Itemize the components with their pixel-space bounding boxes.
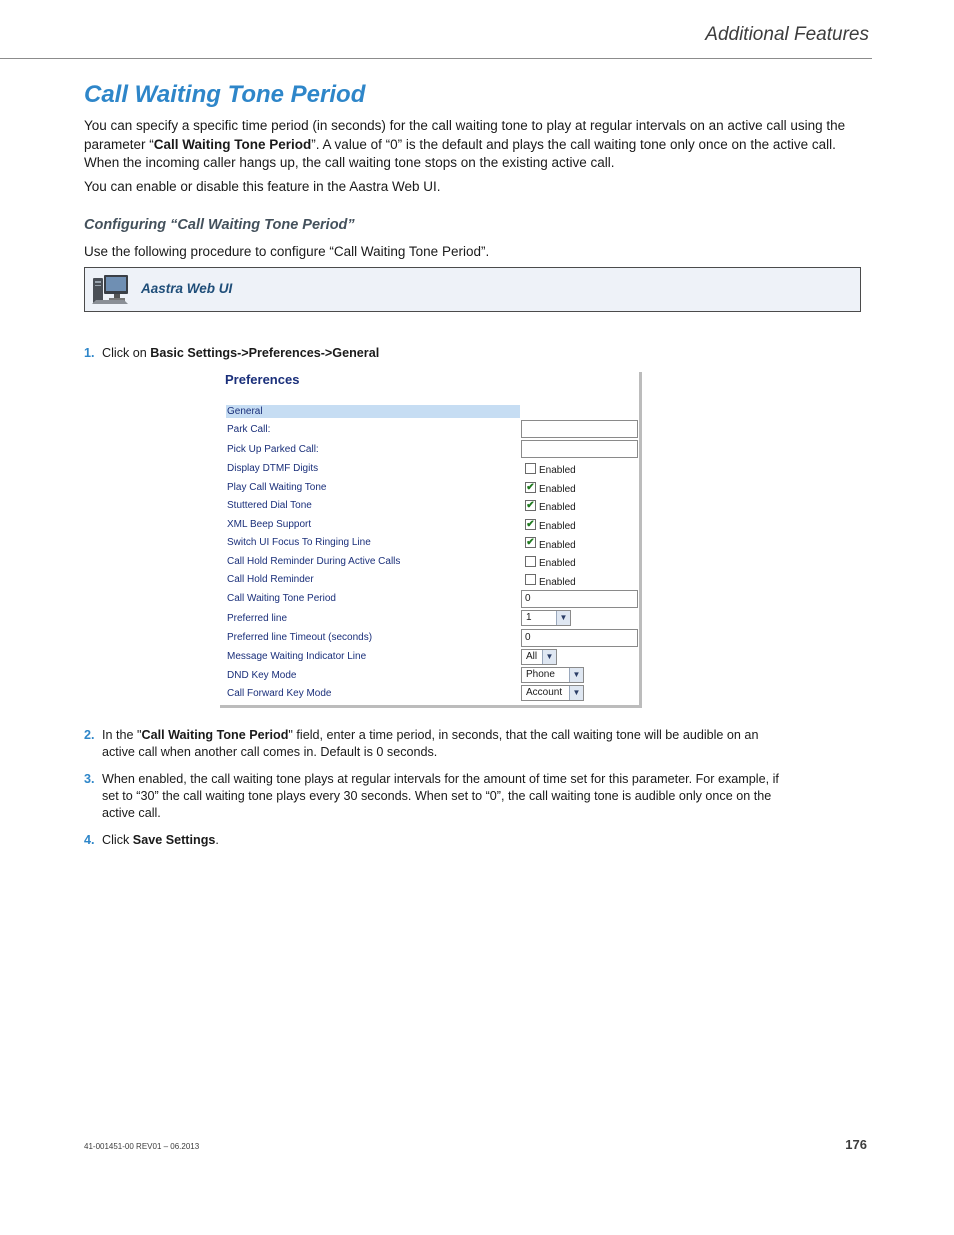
cwt-period-input[interactable]: 0 — [521, 590, 638, 608]
dnd-key-mode-select[interactable] — [521, 667, 584, 683]
xml-beep-checkbox[interactable]: ✔ — [526, 519, 535, 530]
hold-reminder-enabled-text: Enabled — [539, 577, 576, 588]
hold-reminder-checkbox[interactable] — [525, 574, 536, 585]
park-call-input[interactable] — [521, 420, 638, 438]
intro-parameter-name: Call Waiting Tone Period — [153, 136, 312, 152]
chevron-down-icon: ▼ — [569, 668, 583, 682]
pickup-parked-call-input[interactable] — [521, 440, 638, 458]
step-text — [102, 727, 782, 761]
general-section-header: General — [226, 405, 520, 418]
pref-line-timeout-label: Preferred line Timeout (seconds) — [227, 632, 373, 643]
mwi-line-select[interactable] — [521, 649, 557, 665]
hold-reminder-active-checkbox[interactable] — [525, 556, 536, 567]
chevron-down-icon: ▼ — [542, 650, 556, 664]
stuttered-dial-tone-checkbox[interactable]: ✔ — [526, 500, 535, 511]
callout-label: Aastra Web UI — [141, 281, 233, 296]
cfwd-key-mode-label: Call Forward Key Mode — [227, 688, 332, 699]
xml-beep-label: XML Beep Support — [227, 519, 312, 530]
hold-reminder-active-enabled-text: Enabled — [539, 558, 576, 569]
mwi-line-value: All — [526, 651, 538, 662]
save-settings-label: Save Settings — [132, 833, 216, 847]
step-number: 1. — [84, 346, 95, 360]
procedure-intro: Use the following procedure to configure “Call Waiting Tone Period”. — [84, 244, 490, 259]
step-number: 4. — [84, 833, 95, 847]
screenshot-shadow-bottom — [220, 705, 642, 708]
document-id: 41-001451-00 REV01 – 06.2013 — [84, 1142, 200, 1151]
hold-reminder-active-label: Call Hold Reminder During Active Calls — [227, 556, 401, 567]
hold-reminder-label: Call Hold Reminder — [227, 574, 314, 585]
cfwd-key-mode-select[interactable] — [521, 685, 584, 701]
step-1-text: Click on — [102, 346, 151, 360]
dnd-key-mode-value: Phone — [526, 669, 555, 680]
step-number: 2. — [84, 728, 95, 742]
switch-ui-focus-label: Switch UI Focus To Ringing Line — [227, 537, 371, 548]
field-name: Call Waiting Tone Period — [141, 728, 289, 742]
intro-paragraph — [84, 117, 874, 173]
section-subheading: Configuring “Call Waiting Tone Period” — [84, 217, 355, 233]
web-ui-callout — [84, 267, 861, 312]
page-number: 176 — [845, 1137, 867, 1152]
pickup-parked-call-label: Pick Up Parked Call: — [227, 444, 319, 455]
preferred-line-label: Preferred line — [227, 613, 288, 624]
preferred-line-value: 1 — [526, 612, 532, 623]
step-number: 3. — [84, 772, 95, 786]
display-dtmf-label: Display DTMF Digits — [227, 463, 319, 474]
display-dtmf-enabled-text: Enabled — [539, 465, 576, 476]
stuttered-dial-tone-enabled-text: Enabled — [539, 502, 576, 513]
step-3-text: When enabled, the call waiting tone plays at regular intervals for the amount of time set for this parameter. For example, if set to “30” the call waiting tone plays every 30 seconds. When set to “0”, the call waiting tone is audible only once on the active call. — [102, 772, 779, 820]
switch-ui-focus-checkbox[interactable]: ✔ — [526, 537, 535, 548]
preferred-line-select[interactable] — [521, 610, 571, 626]
step-2-text-b: " field, enter a time period, in seconds, that the call waiting tone will be audible on an active call when another call comes in. Default is 0 seconds. — [102, 728, 759, 759]
step-4-text-b: . — [215, 833, 219, 847]
step-text — [102, 832, 782, 849]
chevron-down-icon: ▼ — [569, 686, 583, 700]
header-section-title: Additional Features — [705, 24, 869, 45]
intro-text-a: You can specify a specific time period (in seconds) for the call waiting tone to play at regular intervals on an active call using the parameter “ — [84, 118, 846, 152]
step-4-text-a: Click — [102, 833, 133, 847]
xml-beep-enabled-text: Enabled — [539, 521, 576, 532]
computer-icon — [90, 273, 130, 307]
stuttered-dial-tone-label: Stuttered Dial Tone — [227, 500, 312, 511]
pref-line-timeout-input[interactable]: 0 — [521, 629, 638, 647]
display-dtmf-checkbox[interactable] — [525, 463, 536, 474]
switch-ui-focus-enabled-text: Enabled — [539, 540, 576, 551]
preferences-title: Preferences — [225, 372, 300, 387]
cfwd-key-mode-value: Account — [526, 687, 563, 698]
play-cwt-checkbox[interactable]: ✔ — [526, 482, 535, 493]
intro-web-ui-note: You can enable or disable this feature in the Aastra Web UI. — [84, 179, 441, 194]
park-call-label: Park Call: — [227, 424, 271, 435]
mwi-line-label: Message Waiting Indicator Line — [227, 651, 367, 662]
cwt-period-label: Call Waiting Tone Period — [227, 593, 336, 604]
step-2-text-a: In the " — [102, 728, 142, 742]
intro-text-b: ”. A value of “0” is the default and plays the call waiting tone only once on the active call. When the incoming caller hangs up, the call waiting tone stops on the existing active call. — [84, 136, 836, 170]
play-cwt-enabled-text: Enabled — [539, 484, 576, 495]
menu-path: Basic Settings->Preferences->General — [150, 346, 380, 360]
dnd-key-mode-label: DND Key Mode — [227, 670, 297, 681]
header-divider — [0, 58, 872, 59]
preferences-screenshot — [220, 370, 642, 708]
page-title: Call Waiting Tone Period — [84, 81, 366, 108]
play-cwt-label: Play Call Waiting Tone — [227, 482, 327, 493]
screenshot-shadow-right — [639, 372, 642, 708]
chevron-down-icon: ▼ — [556, 611, 570, 625]
step-text — [102, 345, 782, 362]
